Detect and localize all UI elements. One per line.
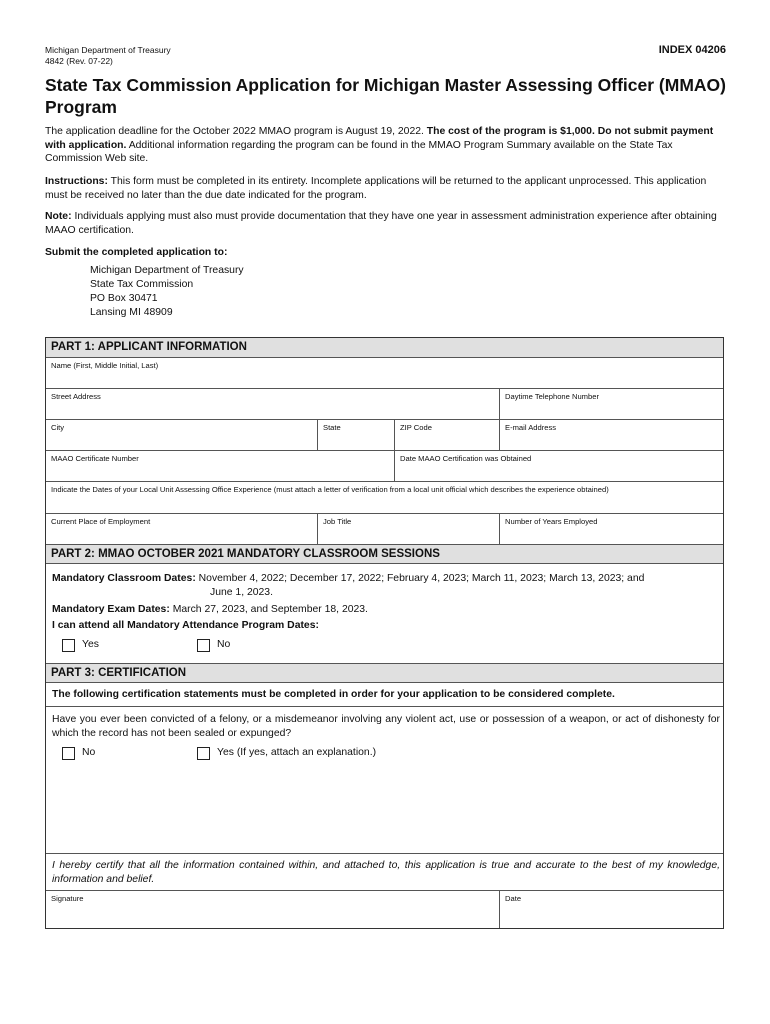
address-line: Michigan Department of Treasury bbox=[90, 265, 244, 276]
years-employed-field[interactable] bbox=[499, 514, 723, 544]
exam-dates bbox=[52, 603, 368, 617]
part3-heading: PART 3: CERTIFICATION bbox=[46, 663, 723, 682]
attend-no-checkbox[interactable] bbox=[197, 639, 210, 652]
classroom-dates-value: November 4, 2022; December 17, 2022; February 4, 2023; March 11, 2023; March 13, 2023; and bbox=[195, 573, 645, 584]
classroom-dates-label: Mandatory Classroom Dates: bbox=[52, 573, 196, 584]
signature-row bbox=[46, 890, 723, 928]
address-line: PO Box 30471 bbox=[90, 293, 158, 304]
city-row bbox=[46, 419, 723, 450]
years-employed-label: Number of Years Employed bbox=[505, 517, 598, 526]
certification-date-label: Date MAAO Certification was Obtained bbox=[400, 454, 532, 463]
email-field[interactable] bbox=[499, 420, 723, 450]
employment-row bbox=[46, 513, 723, 544]
attend-question: I can attend all Mandatory Attendance Program Dates: bbox=[52, 620, 319, 631]
part2-heading: PART 2: MMAO OCTOBER 2021 MANDATORY CLASSROOM SESSIONS bbox=[46, 544, 723, 563]
attend-yes-checkbox[interactable] bbox=[62, 639, 75, 652]
employment-field[interactable] bbox=[46, 514, 317, 544]
name-label: Name (First, Middle Initial, Last) bbox=[51, 361, 159, 370]
certify-statement: I hereby certify that all the information contained within, and attached to, this application is true and accurate to the best of my knowledge, information and belief. bbox=[52, 860, 720, 885]
agency-header bbox=[45, 45, 171, 67]
page-title: State Tax Commission Application for Michigan Master Assessing Officer (MMAO) Program bbox=[45, 75, 726, 117]
classroom-dates-cont: June 1, 2023. bbox=[210, 587, 273, 598]
date-label: Date bbox=[505, 894, 522, 903]
certificate-number-label: MAAO Certificate Number bbox=[51, 454, 139, 463]
certification-date-field[interactable] bbox=[394, 451, 723, 481]
address-row bbox=[46, 388, 723, 419]
mailing-address bbox=[90, 264, 244, 320]
certificate-row bbox=[46, 450, 723, 481]
state-field[interactable] bbox=[317, 420, 394, 450]
certification-statement: The following certification statements must be completed in order for your application to be considered complete. bbox=[52, 689, 615, 700]
conviction-no-checkbox[interactable] bbox=[62, 747, 75, 760]
note-text: Individuals applying must also must provide documentation that they have one year in assessment administration experience after obtaining MAAO certification. bbox=[45, 211, 717, 236]
conviction-question: Have you ever been convicted of a felony, or a misdemeanor involving any violent act, use or possession of a weapon, or act of dishonesty for which the record has not been sealed or expunged? bbox=[52, 714, 720, 739]
classroom-dates bbox=[52, 572, 720, 586]
submit-heading: Submit the completed application to: bbox=[45, 247, 228, 258]
index-number: INDEX 04206 bbox=[658, 44, 726, 56]
intro-rest: Additional information regarding the program can be found in the MMAO Program Summary available on the State Tax Commission Web site. bbox=[45, 139, 673, 164]
exam-dates-value: March 27, 2023, and September 18, 2023. bbox=[169, 604, 368, 615]
date-field[interactable] bbox=[499, 891, 723, 928]
street-label: Street Address bbox=[51, 392, 101, 401]
email-label: E-mail Address bbox=[505, 423, 557, 432]
job-title-label: Job Title bbox=[323, 517, 352, 526]
note-label: Note: bbox=[45, 211, 72, 222]
attend-yes-label: Yes bbox=[82, 639, 99, 650]
instructions-label: Instructions: bbox=[45, 176, 108, 187]
exam-dates-label: Mandatory Exam Dates: bbox=[52, 604, 170, 615]
instructions-text: This form must be completed in its entirety. Incomplete applications will be returned to the applicant unprocessed. This application must be received no later than the due date indicated for the program. bbox=[45, 176, 707, 201]
address-line: State Tax Commission bbox=[90, 279, 194, 290]
intro-paragraph bbox=[45, 125, 727, 166]
intro-cost: The cost of the program is $1,000. Do not submit payment with application. bbox=[45, 126, 714, 151]
experience-dates-label: Indicate the Dates of your Local Unit Assessing Office Experience (must attach a letter of verification from a local unit official which describes the experience obtained) bbox=[51, 485, 609, 494]
zip-label: ZIP Code bbox=[400, 423, 432, 432]
form-revision: 4842 (Rev. 07-22) bbox=[45, 56, 113, 66]
attend-no-label: No bbox=[217, 639, 231, 650]
name-field[interactable] bbox=[46, 357, 723, 388]
city-field[interactable] bbox=[46, 420, 317, 450]
address-line: Lansing MI 48909 bbox=[90, 307, 173, 318]
conviction-section bbox=[46, 706, 723, 853]
experience-dates-field[interactable] bbox=[46, 481, 723, 513]
intro-text: The application deadline for the October 2022 MMAO program is August 19, 2022. bbox=[45, 126, 427, 137]
zip-field[interactable] bbox=[394, 420, 499, 450]
part1-heading: PART 1: APPLICANT INFORMATION bbox=[46, 338, 723, 357]
street-address-field[interactable] bbox=[46, 389, 499, 419]
certificate-number-field[interactable] bbox=[46, 451, 394, 481]
application-form bbox=[45, 337, 724, 929]
part2-body bbox=[46, 563, 723, 663]
instructions-paragraph bbox=[45, 175, 727, 202]
signature-field[interactable] bbox=[46, 891, 499, 928]
agency-name: Michigan Department of Treasury bbox=[45, 45, 171, 55]
job-title-field[interactable] bbox=[317, 514, 499, 544]
city-label: City bbox=[51, 423, 65, 432]
employment-label: Current Place of Employment bbox=[51, 517, 151, 526]
phone-label: Daytime Telephone Number bbox=[505, 392, 599, 401]
certification-statement-row bbox=[46, 682, 723, 706]
signature-label: Signature bbox=[51, 894, 84, 903]
conviction-yes-checkbox[interactable] bbox=[197, 747, 210, 760]
conviction-no-label: No bbox=[82, 747, 96, 758]
certify-row bbox=[46, 853, 723, 890]
note-paragraph bbox=[45, 210, 727, 237]
state-label: State bbox=[323, 423, 341, 432]
phone-field[interactable] bbox=[499, 389, 723, 419]
conviction-yes-label: Yes (If yes, attach an explanation.) bbox=[217, 747, 377, 758]
